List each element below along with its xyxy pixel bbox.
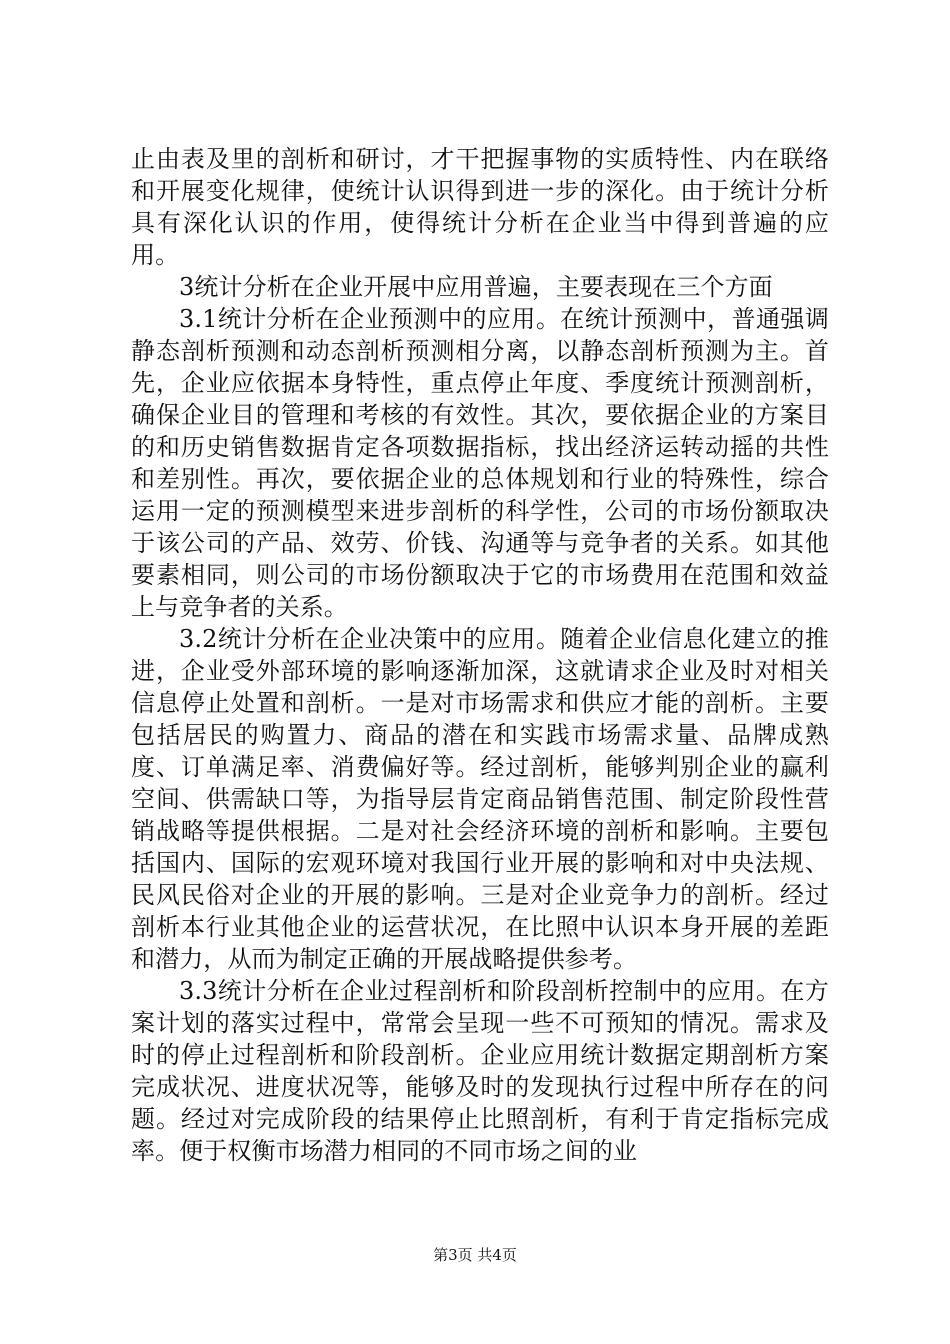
paragraph-3-1-forecasting: 3.1统计分析在企业预测中的应用。在统计预测中，普通强调静态剖析预测和动态剖析预测相分离，以静态剖析预测为主。首先，企业应依据本身特性，重点停止年度、季度统计预测剖析，确保企业目的管理和考核的有效性。其次，要依据企业的方案目的和历史销售数据肯定各项数据指标，找出经济运转动摇的共性和差别性。再次，要依据企业的总体规划和行业的特殊性，综合运用一定的预测模型来进步剖析的科学性，公司的市场份额取决于该公司的产品、效劳、价钱、沟通等与竞争者的关系。如其他要素相同，则公司的市场份额取决于它的市场费用在范围和效益上与竞争者的关系。 [131, 305, 829, 621]
paragraph-3-3-process-control: 3.3统计分析在企业过程剖析和阶段剖析控制中的应用。在方案计划的落实过程中，常常会呈现一些不可预知的情况。需求及时的停止过程剖析和阶段剖析。企业应用统计数据定期剖析方案完成状况、进度状况等，能够及时的发现执行过程中所存在的问题。经过对完成阶段的结果停止比照剖析，有利于肯定指标完成率。便于权衡市场潜力相同的不同市场之间的业 [131, 977, 829, 1165]
document-body [131, 143, 829, 1167]
paragraph-intro-continuation: 止由表及里的剖析和研讨，才干把握事物的实质特性、内在联络和开展变化规律，使统计认识得到进一步的深化。由于统计分析具有深化认识的作用，使得统计分析在企业当中得到普遍的应用。 [131, 145, 829, 269]
section-heading-3: 3统计分析在企业开展中应用普遍，主要表现在三个方面 [179, 273, 773, 301]
page-number-footer: 第3页 共4页 [433, 1246, 517, 1264]
paragraph-3-2-decision: 3.2统计分析在企业决策中的应用。随着企业信息化建立的推进，企业受外部环境的影响逐渐加深，这就请求企业及时对相关信息停止处置和剖析。一是对市场需求和供应才能的剖析。主要包括居民的购置力、商品的潜在和实践市场需求量、品牌成熟度、订单满足率、消费偏好等。经过剖析，能够判别企业的赢利空间、供需缺口等，为指导层肯定商品销售范围、制定阶段性营销战略等提供根据。二是对社会经济环境的剖析和影响。主要包括国内、国际的宏观环境对我国行业开展的影响和对中央法规、民风民俗对企业的开展的影响。三是对企业竞争力的剖析。经过剖析本行业其他企业的运营状况，在比照中认识本身开展的差距和潜力，从而为制定正确的开展战略提供参考。 [131, 625, 829, 973]
